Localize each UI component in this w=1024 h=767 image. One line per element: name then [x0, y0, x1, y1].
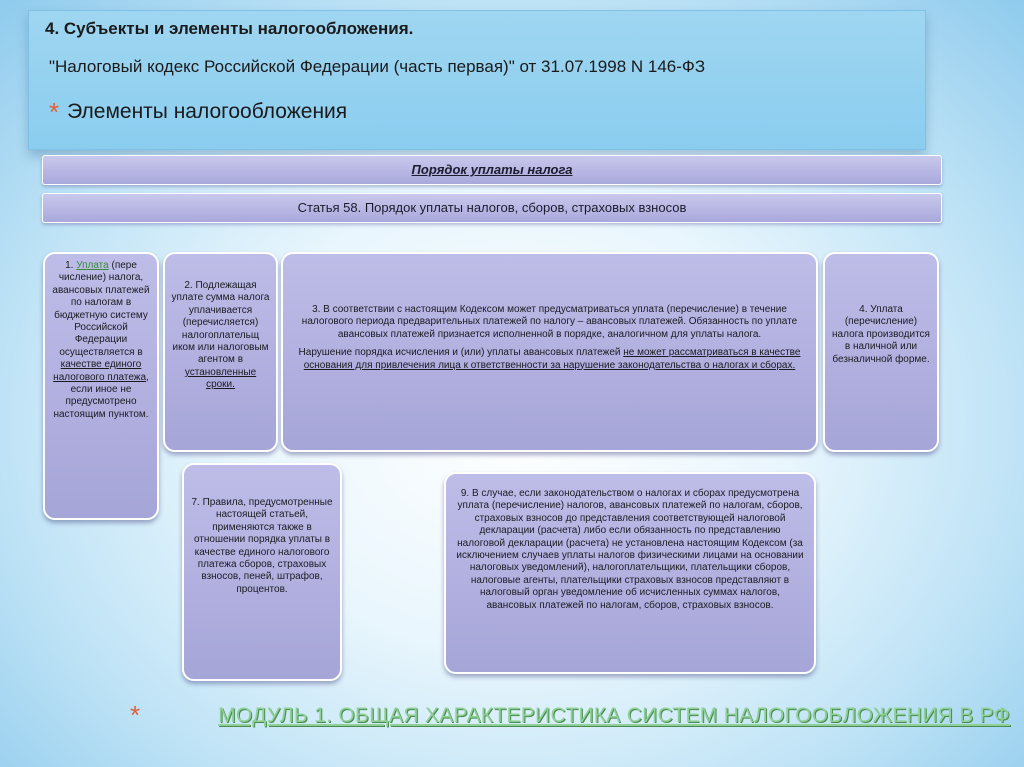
- payment-link[interactable]: Уплата: [76, 260, 109, 271]
- clause-1-box: [43, 252, 159, 520]
- clause-1-text: [51, 260, 151, 421]
- clause-2-box: [163, 252, 278, 452]
- footer-bullet-star-icon: *: [130, 700, 141, 730]
- article-58-bar: Статья 58. Порядок уплаты налогов, сборов, страховых взносов: [42, 193, 942, 223]
- section-heading-text: Элементы налогообложения: [67, 100, 348, 123]
- clause-9-text: 9. В случае, если законодательством о налогах и сборах предусмотрена уплата (перечисление) налогов, авансовых платежей по налогам, сборов, страховых взносов до представления соответствующей налоговой декларации (расчета) либо если обязанность по представлению налоговой декларации (расчета) не установлена настоящим Кодексом (за исключением случаев уплаты налогов физическими лицами на основании налоговых уведомлений), налогоплательщики, плательщики сборов, налоговые агенты, плательщики страховых взносов представляют в налоговый орган уведомление об исчисленных суммах налогов, авансовых платежей по налогам, сборов, страховых взносов.: [456, 488, 804, 611]
- section-heading: [49, 97, 347, 128]
- clause-1-part1: (пере числение) налога, авансовых платежей по налогам в бюджетную систему Российской Федерации осуществляется в: [52, 260, 150, 358]
- clause-7-box: [182, 463, 342, 681]
- clause-3-box: [281, 252, 818, 452]
- clause-3-part1: Нарушение порядка исчисления и (или) уплаты авансовых платежей: [298, 347, 624, 359]
- clause-4-box: [823, 252, 939, 452]
- module-footer-link[interactable]: МОДУЛЬ 1. ОБЩАЯ ХАРАКТЕРИСТИКА СИСТЕМ НАЛОГООБЛОЖЕНИЯ В РФ: [218, 704, 1010, 727]
- slide-header: [28, 10, 926, 150]
- clause-1-prefix: 1.: [65, 260, 77, 271]
- module-footer: [130, 700, 1010, 730]
- clause-1-underlined: качестве единого налогового платежа: [53, 359, 147, 383]
- order-of-payment-bar: Порядок уплаты налога: [42, 155, 942, 185]
- clause-2-underlined: установленные сроки.: [184, 366, 257, 391]
- clause-3-paragraph-1: 3. В соответствии с настоящим Кодексом может предусматриваться уплата (перечисление) в течение налогового периода предварительных платежей по налогу – авансовых платежей. Обязанность по уплате авансовых платежей признается исполненной в порядке, аналогичном для уплаты налога.: [301, 304, 798, 340]
- clause-9-box: [444, 472, 816, 674]
- clause-3-paragraph-2: [293, 347, 806, 372]
- clause-3-underlined: не может рассматриваться в качестве основания для привлечения лица к ответственности за нарушение законодательства о налогах и сборах.: [303, 347, 801, 371]
- clause-2-text: [171, 280, 270, 392]
- clause-3-text: [293, 304, 806, 372]
- clause-2-part1: 2. Подлежащая уплате сумма налога уплачивается (перечисляется) налогоплательщ иком или налоговым агентом в: [171, 280, 270, 366]
- clause-7-text: 7. Правила, предусмотренные настоящей статьей, применяются также в отношении порядка уплаты в качестве единого налогового платежа сборов, страховых взносов, пеней, штрафов, процентов.: [191, 497, 333, 595]
- bullet-star-icon: *: [49, 97, 60, 127]
- clause-4-text: 4. Уплата (перечисление) налога производится в наличной или безналичной форме.: [832, 304, 930, 365]
- clause-1-part2: , если иное не предусмотрено настоящим пунктом.: [53, 371, 149, 420]
- slide-title: 4. Субъекты и элементы налогообложения.: [45, 19, 414, 38]
- law-reference: "Налоговый кодекс Российской Федерации (часть первая)" от 31.07.1998 N 146-ФЗ: [49, 57, 706, 76]
